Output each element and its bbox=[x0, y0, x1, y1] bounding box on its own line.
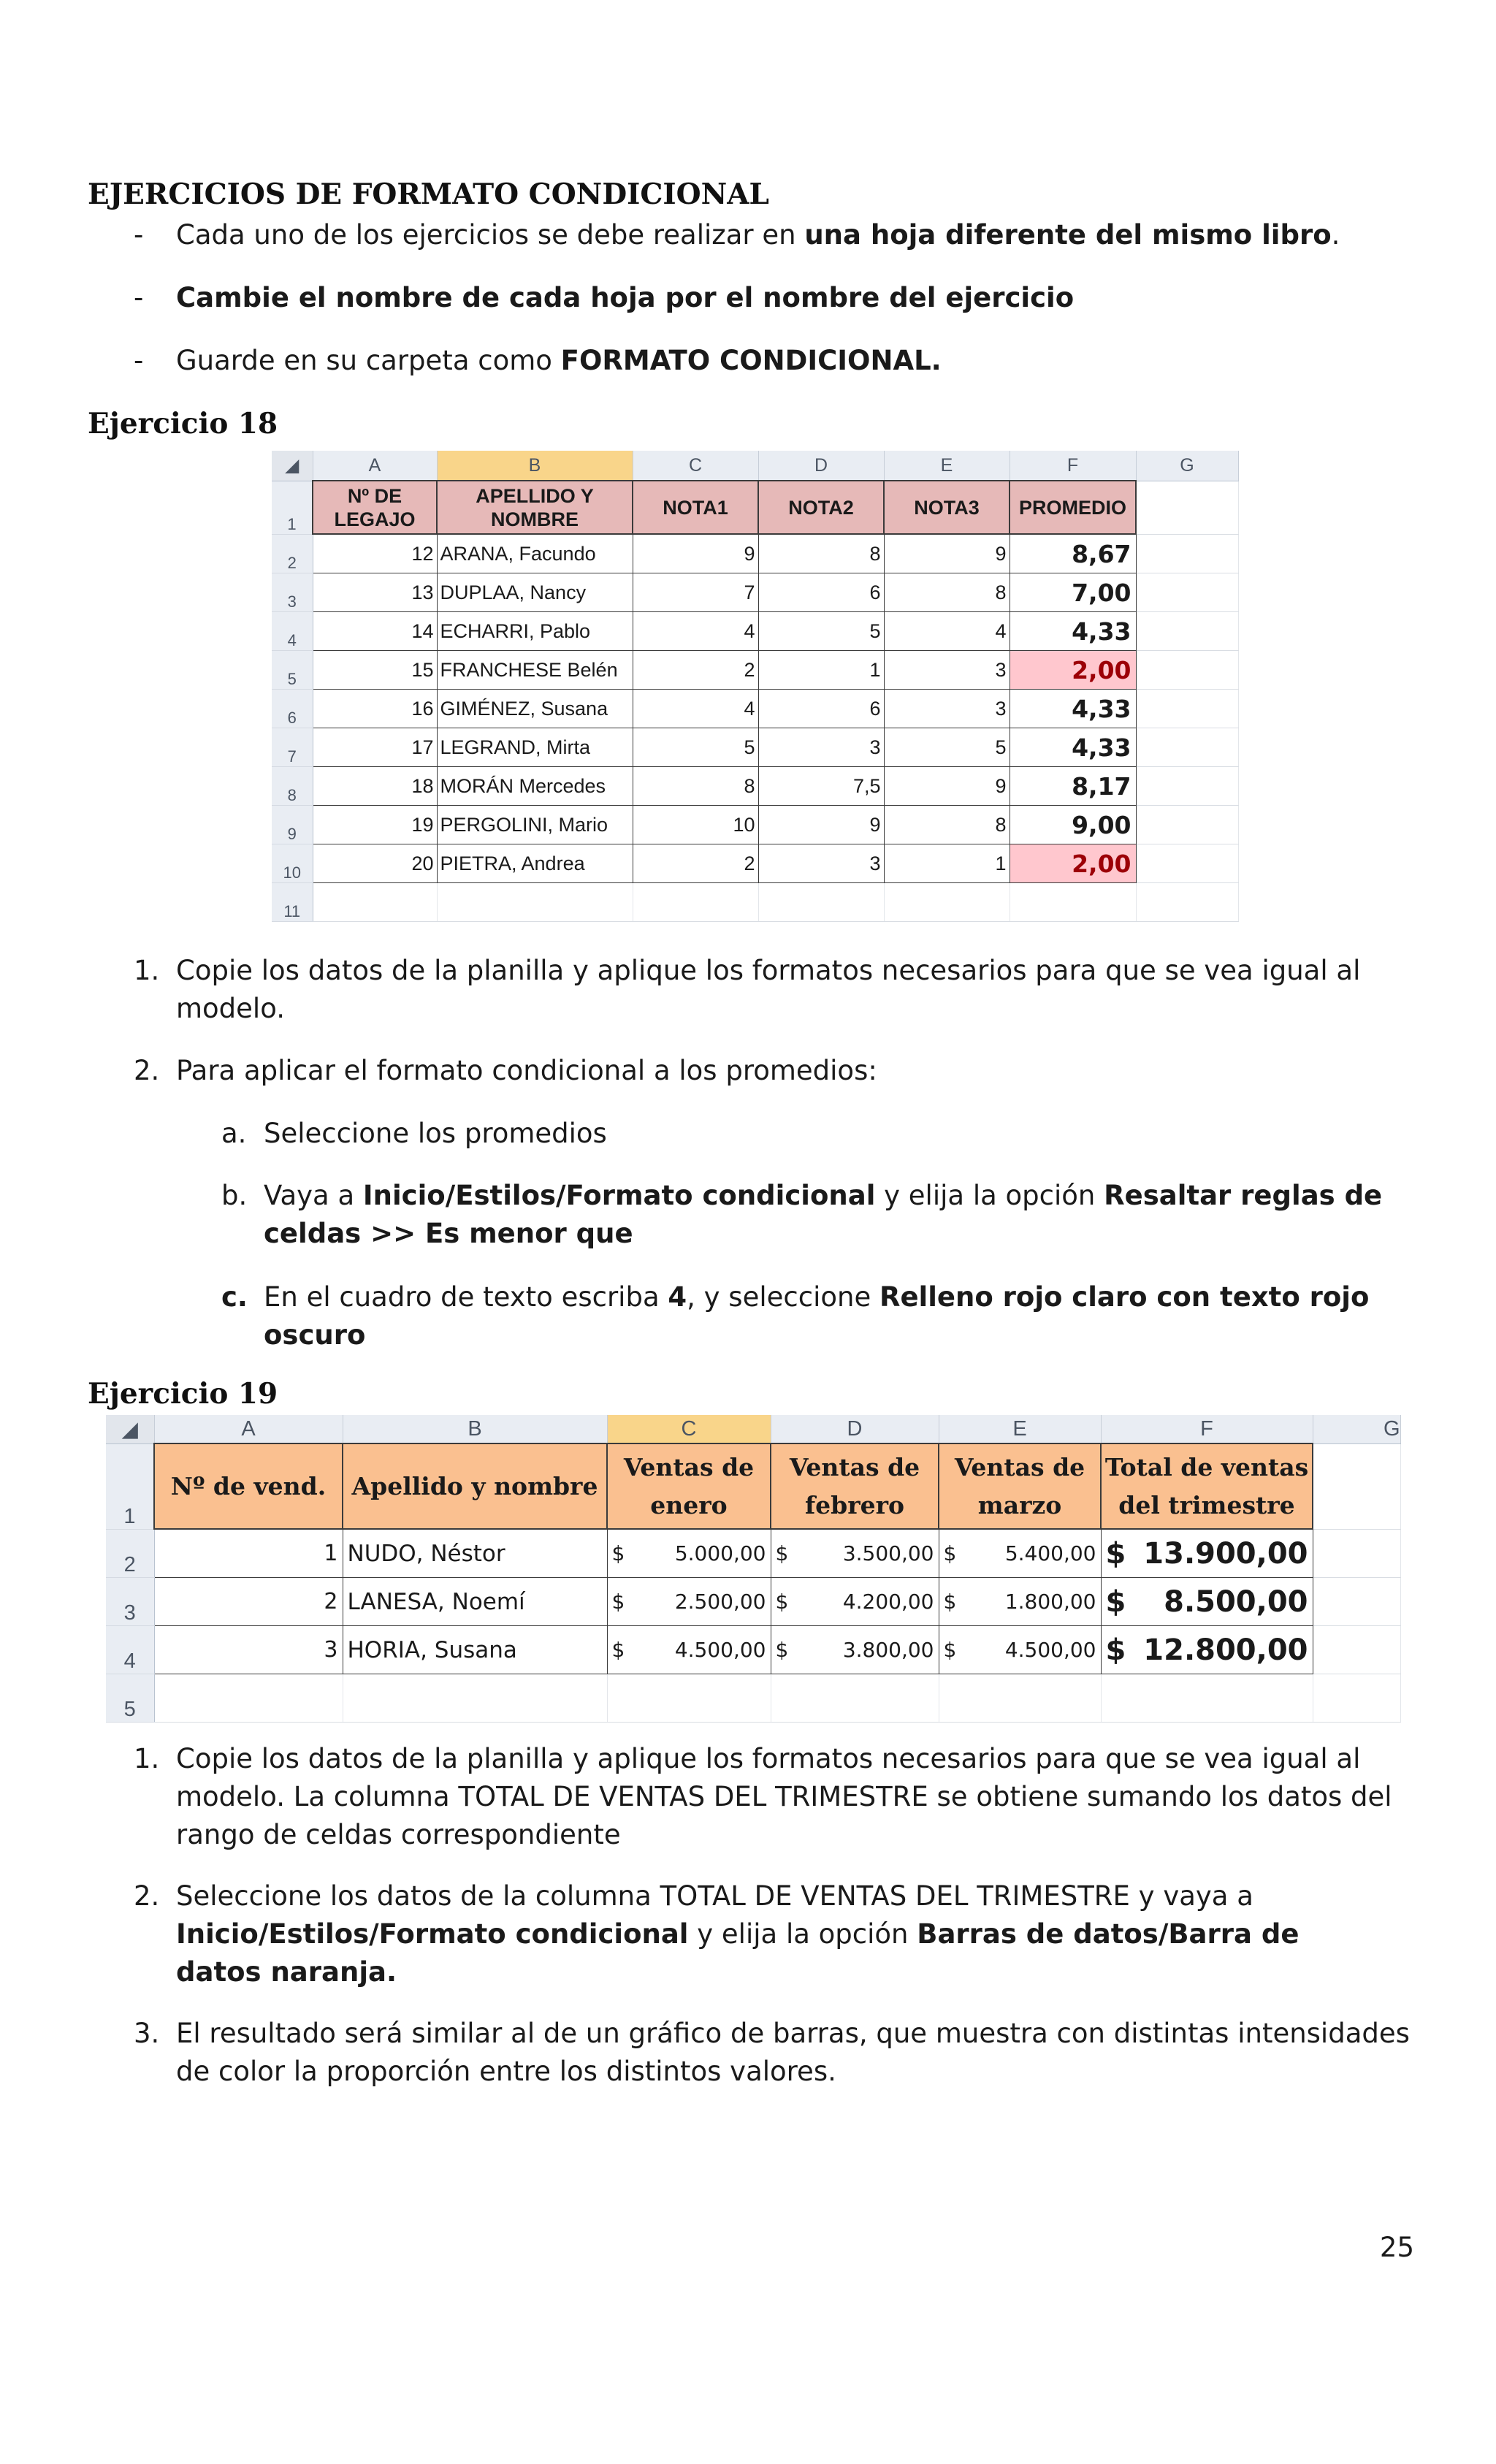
row-header[interactable]: 4 bbox=[272, 612, 313, 651]
cell-febrero[interactable]: $ 3.800,00 bbox=[771, 1626, 939, 1674]
empty-cell[interactable] bbox=[343, 1674, 607, 1723]
cell-total[interactable]: $ 12.800,00 bbox=[1101, 1626, 1313, 1674]
intro-bullet-3: - Guarde en su carpeta como FORMATO CONDICIONAL. bbox=[134, 345, 942, 376]
cell-promedio[interactable]: 4,33 bbox=[1010, 728, 1136, 767]
row-header[interactable]: 6 bbox=[272, 690, 313, 728]
cell-enero[interactable]: $ 5.000,00 bbox=[607, 1529, 771, 1578]
empty-cell[interactable] bbox=[1010, 883, 1136, 922]
cell-legajo[interactable]: 15 bbox=[313, 651, 437, 690]
empty-cell[interactable] bbox=[1313, 1578, 1400, 1626]
cell-nota2[interactable]: 5 bbox=[758, 612, 884, 651]
row-header[interactable]: 4 bbox=[106, 1626, 154, 1674]
cell-promedio[interactable]: 4,33 bbox=[1010, 612, 1136, 651]
header-nota1: NOTA1 bbox=[633, 481, 758, 534]
empty-cell[interactable] bbox=[607, 1674, 771, 1723]
empty-cell[interactable] bbox=[939, 1674, 1101, 1723]
empty-cell[interactable] bbox=[1136, 806, 1238, 844]
row-header[interactable]: 5 bbox=[106, 1674, 154, 1723]
cell-nombre[interactable]: PIETRA, Andrea bbox=[437, 844, 633, 883]
row-header[interactable]: 8 bbox=[272, 767, 313, 806]
cell-nombre[interactable]: ARANA, Facundo bbox=[437, 534, 633, 573]
row-header[interactable]: 3 bbox=[272, 573, 313, 612]
cell-promedio[interactable]: 7,00 bbox=[1010, 573, 1136, 612]
cell-nota3[interactable]: 3 bbox=[884, 651, 1010, 690]
cell-vendedor[interactable]: 2 bbox=[154, 1578, 343, 1626]
empty-cell[interactable] bbox=[1136, 534, 1238, 573]
empty-cell[interactable] bbox=[758, 883, 884, 922]
table-row bbox=[272, 690, 1238, 728]
empty-cell[interactable] bbox=[1136, 481, 1238, 534]
table-row bbox=[106, 1578, 1400, 1626]
row-header[interactable]: 3 bbox=[106, 1578, 154, 1626]
cell-nota1[interactable]: 9 bbox=[633, 534, 758, 573]
table-row bbox=[106, 1529, 1400, 1578]
cell-promedio[interactable]: 8,17 bbox=[1010, 767, 1136, 806]
column-header-f[interactable]: F bbox=[1010, 451, 1136, 481]
empty-cell[interactable] bbox=[1313, 1443, 1400, 1529]
cell-nota3[interactable]: 9 bbox=[884, 534, 1010, 573]
row-header[interactable]: 2 bbox=[272, 534, 313, 573]
cell-legajo[interactable]: 18 bbox=[313, 767, 437, 806]
row-header[interactable]: 10 bbox=[272, 844, 313, 883]
cell-nota2[interactable]: 8 bbox=[758, 534, 884, 573]
column-header-a[interactable]: A bbox=[313, 451, 437, 481]
cell-nombre[interactable]: MORÁN Mercedes bbox=[437, 767, 633, 806]
cell-nota3[interactable]: 8 bbox=[884, 573, 1010, 612]
table-row bbox=[272, 767, 1238, 806]
cell-nombre[interactable]: GIMÉNEZ, Susana bbox=[437, 690, 633, 728]
spreadsheet-ex19 bbox=[106, 1415, 1401, 1723]
header-ventas-enero: Ventas de enero bbox=[607, 1443, 771, 1529]
column-header-e[interactable]: E bbox=[884, 451, 1010, 481]
cell-nota3[interactable]: 5 bbox=[884, 728, 1010, 767]
cell-vendedor[interactable]: 3 bbox=[154, 1626, 343, 1674]
cell-legajo[interactable]: 16 bbox=[313, 690, 437, 728]
cell-nota2[interactable]: 7,5 bbox=[758, 767, 884, 806]
empty-cell[interactable] bbox=[633, 883, 758, 922]
header-nota3: NOTA3 bbox=[884, 481, 1010, 534]
cell-total[interactable]: $ 13.900,00 bbox=[1101, 1529, 1313, 1578]
header-total-trimestre: Total de ventas del trimestre bbox=[1101, 1443, 1313, 1529]
cell-nota2[interactable]: 3 bbox=[758, 728, 884, 767]
cell-total[interactable]: $ 8.500,00 bbox=[1101, 1578, 1313, 1626]
cell-marzo[interactable]: $ 4.500,00 bbox=[939, 1626, 1101, 1674]
cell-legajo[interactable]: 19 bbox=[313, 806, 437, 844]
row-header[interactable]: 5 bbox=[272, 651, 313, 690]
column-header-a[interactable]: A bbox=[154, 1415, 343, 1443]
cell-marzo[interactable]: $ 5.400,00 bbox=[939, 1529, 1101, 1578]
empty-cell[interactable] bbox=[1136, 883, 1238, 922]
column-header-c[interactable]: C bbox=[607, 1415, 771, 1443]
cell-promedio[interactable]: 9,00 bbox=[1010, 806, 1136, 844]
cell-legajo[interactable]: 17 bbox=[313, 728, 437, 767]
cell-legajo[interactable]: 20 bbox=[313, 844, 437, 883]
cell-nota3[interactable]: 1 bbox=[884, 844, 1010, 883]
cell-marzo[interactable]: $ 1.800,00 bbox=[939, 1578, 1101, 1626]
cell-promedio-highlighted[interactable]: 2,00 bbox=[1010, 844, 1136, 883]
table-row bbox=[106, 1626, 1400, 1674]
table-row bbox=[272, 728, 1238, 767]
empty-cell[interactable] bbox=[1313, 1529, 1400, 1578]
intro-bullet-1: - Cada uno de los ejercicios se debe realizar en una hoja diferente del mismo libro. bbox=[134, 219, 1340, 251]
cell-nota3[interactable]: 9 bbox=[884, 767, 1010, 806]
table-row bbox=[272, 534, 1238, 573]
header-ventas-marzo: Ventas de marzo bbox=[939, 1443, 1101, 1529]
table-row bbox=[272, 573, 1238, 612]
cell-nota1[interactable]: 2 bbox=[633, 844, 758, 883]
empty-cell[interactable] bbox=[1136, 651, 1238, 690]
cell-nota3[interactable]: 3 bbox=[884, 690, 1010, 728]
cell-legajo[interactable]: 12 bbox=[313, 534, 437, 573]
exercise-19-title: Ejercicio 19 bbox=[88, 1377, 278, 1411]
cell-nombre[interactable]: LANESA, Noemí bbox=[343, 1578, 607, 1626]
cell-nota1[interactable]: 4 bbox=[633, 612, 758, 651]
column-header-g[interactable]: G bbox=[1136, 451, 1238, 481]
cell-febrero[interactable]: $ 3.500,00 bbox=[771, 1529, 939, 1578]
header-vendedor: Nº de vend. bbox=[154, 1443, 343, 1529]
cell-promedio-highlighted[interactable]: 2,00 bbox=[1010, 651, 1136, 690]
empty-cell[interactable] bbox=[1136, 612, 1238, 651]
cell-enero[interactable]: $ 2.500,00 bbox=[607, 1578, 771, 1626]
cell-nota1[interactable]: 8 bbox=[633, 767, 758, 806]
cell-nota3[interactable]: 8 bbox=[884, 806, 1010, 844]
cell-nombre[interactable]: ECHARRI, Pablo bbox=[437, 612, 633, 651]
header-nombre: APELLIDO Y NOMBRE bbox=[437, 481, 633, 534]
row-header[interactable]: 7 bbox=[272, 728, 313, 767]
spreadsheet-ex18 bbox=[272, 451, 1239, 922]
cell-nota1[interactable]: 10 bbox=[633, 806, 758, 844]
cell-enero[interactable]: $ 4.500,00 bbox=[607, 1626, 771, 1674]
empty-cell[interactable] bbox=[313, 883, 437, 922]
cell-nota2[interactable]: 3 bbox=[758, 844, 884, 883]
cell-nota2[interactable]: 9 bbox=[758, 806, 884, 844]
cell-febrero[interactable]: $ 4.200,00 bbox=[771, 1578, 939, 1626]
header-nota2: NOTA2 bbox=[758, 481, 884, 534]
table-row bbox=[272, 844, 1238, 883]
column-header-b[interactable]: B bbox=[437, 451, 633, 481]
page-title: EJERCICIOS DE FORMATO CONDICIONAL bbox=[88, 178, 769, 211]
row-header[interactable]: 2 bbox=[106, 1529, 154, 1578]
cell-nombre[interactable]: LEGRAND, Mirta bbox=[437, 728, 633, 767]
cell-nota2[interactable]: 1 bbox=[758, 651, 884, 690]
empty-cell[interactable] bbox=[1136, 844, 1238, 883]
cell-nombre[interactable]: FRANCHESE Belén bbox=[437, 651, 633, 690]
row-header[interactable]: 1 bbox=[106, 1443, 154, 1529]
select-all-corner[interactable]: ◢ bbox=[272, 451, 313, 481]
column-header-c[interactable]: C bbox=[633, 451, 758, 481]
exercise-18-title: Ejercicio 18 bbox=[88, 407, 278, 440]
column-header-g[interactable]: G bbox=[1313, 1415, 1400, 1443]
table-row bbox=[272, 612, 1238, 651]
empty-cell[interactable] bbox=[771, 1674, 939, 1723]
cell-nombre[interactable]: PERGOLINI, Mario bbox=[437, 806, 633, 844]
cell-nota1[interactable]: 4 bbox=[633, 690, 758, 728]
header-apellido-nombre: Apellido y nombre bbox=[343, 1443, 607, 1529]
cell-nombre[interactable]: NUDO, Néstor bbox=[343, 1529, 607, 1578]
empty-cell[interactable] bbox=[884, 883, 1010, 922]
page-number: 25 bbox=[1379, 2232, 1414, 2263]
empty-cell[interactable] bbox=[1136, 573, 1238, 612]
cell-vendedor[interactable]: 1 bbox=[154, 1529, 343, 1578]
table-row bbox=[272, 651, 1238, 690]
cell-nota1[interactable]: 5 bbox=[633, 728, 758, 767]
column-header-f[interactable]: F bbox=[1101, 1415, 1313, 1443]
cell-nota2[interactable]: 6 bbox=[758, 690, 884, 728]
empty-cell[interactable] bbox=[437, 883, 633, 922]
empty-cell[interactable] bbox=[154, 1674, 343, 1723]
cell-nota1[interactable]: 2 bbox=[633, 651, 758, 690]
cell-legajo[interactable]: 13 bbox=[313, 573, 437, 612]
empty-cell[interactable] bbox=[1136, 690, 1238, 728]
cell-nota2[interactable]: 6 bbox=[758, 573, 884, 612]
column-header-d[interactable]: D bbox=[771, 1415, 939, 1443]
select-all-corner[interactable]: ◢ bbox=[106, 1415, 154, 1443]
document-page: EJERCICIOS DE FORMATO CONDICIONAL - Cada uno de los ejercicios se debe realizar en una hoja diferente del mismo libro. - Cambie el nombre de cada hoja por el nombre del ejercicio - Guarde en su carpeta como FORMATO CONDICIONAL. Ejercicio 18 ◢ A B C D E F G 1 Nº DE LEGAJO APELLIDO Y NOMBRE NOTA1 NOTA2 NOTA3 PROMEDIO 2 12 ARANA, Facundo 9 8 9 8,67 3 13 DUPLAA, Nancy 7 6 8 7,00 4 14 ECHARRI, Pablo 4 5 4 4,33 5 15 FRANCHESE Belén 2 1 3 2,00 6 16 GIMÉNEZ, Susana 4 6 3 4,33 7 17 LEGRAND, Mirta 5 3 5 4,33 8 18 MORÁN Mercedes 8 7,5 9 8,17 9 19 PERGOLINI, Mario 10 9 8 9,00 10 20 PIETRA, Andrea 2 3 1 2,00 11 1. Copie los datos de la planilla y aplique los formatos necesarios para que se vea igual al modelo. 2. Para aplicar el formato condicional a los promedios: a. Seleccione los promedios b. Vaya a Inicio/Estilos/Formato condicional y elija la opción Resaltar reglas de celdas >> Es menor que c. En el cuadro de texto escriba 4, y seleccione Relleno rojo claro con texto rojo oscuro Ejercicio 19 ◢ A B C D E F G 1 Nº de vend. Apellido y nombre Ventas de enero Ventas de febrero Ventas de marzo Total de ventas del trimestre 2 1 NUDO, Néstor $ 5.000,00 $ 3.500,00 $ 5.400,00 $ 13.900,00 3 2 LANESA, Noemí $ 2.500,00 $ 4.200,00 $ 1.800,00 $ 8.500,00 4 3 HORIA, Susana $ 4.500,00 $ 3.800,00 $ 4.500,00 $ 12.800,00 5 1. Copie los datos de la planilla y aplique los formatos necesarios para que se vea igual al modelo. La columna TOTAL DE VENTAS DEL TRIMESTRE se obtiene sumando los datos del rango de celdas correspondiente 2. Seleccione los datos de la columna TOTAL DE VENTAS DEL TRIMESTRE y vaya a Inicio/Estilos/Formato condicional y elija la opción Barras de datos/Barra de datos naranja. 3. El resultado será similar al de un gráfico de barras, que muestra con distintas intensidades de color la proporción entre los distintos valores. 25 bbox=[88, 178, 1414, 2263]
cell-promedio[interactable]: 8,67 bbox=[1010, 534, 1136, 573]
table-row bbox=[272, 806, 1238, 844]
column-header-d[interactable]: D bbox=[758, 451, 884, 481]
cell-legajo[interactable]: 14 bbox=[313, 612, 437, 651]
empty-cell[interactable] bbox=[1136, 767, 1238, 806]
column-header-b[interactable]: B bbox=[343, 1415, 607, 1443]
empty-cell[interactable] bbox=[1101, 1674, 1313, 1723]
header-legajo: Nº DE LEGAJO bbox=[313, 481, 437, 534]
row-header[interactable]: 9 bbox=[272, 806, 313, 844]
cell-nota3[interactable]: 4 bbox=[884, 612, 1010, 651]
column-header-e[interactable]: E bbox=[939, 1415, 1101, 1443]
header-ventas-febrero: Ventas de febrero bbox=[771, 1443, 939, 1529]
empty-cell[interactable] bbox=[1136, 728, 1238, 767]
cell-promedio[interactable]: 4,33 bbox=[1010, 690, 1136, 728]
header-promedio: PROMEDIO bbox=[1010, 481, 1136, 534]
cell-nombre[interactable]: DUPLAA, Nancy bbox=[437, 573, 633, 612]
empty-cell[interactable] bbox=[1313, 1626, 1400, 1674]
row-header[interactable]: 11 bbox=[272, 883, 313, 922]
cell-nota1[interactable]: 7 bbox=[633, 573, 758, 612]
row-header[interactable]: 1 bbox=[272, 481, 313, 534]
empty-cell[interactable] bbox=[1313, 1674, 1400, 1723]
cell-nombre[interactable]: HORIA, Susana bbox=[343, 1626, 607, 1674]
intro-bullet-2: - Cambie el nombre de cada hoja por el nombre del ejercicio bbox=[134, 282, 1075, 313]
